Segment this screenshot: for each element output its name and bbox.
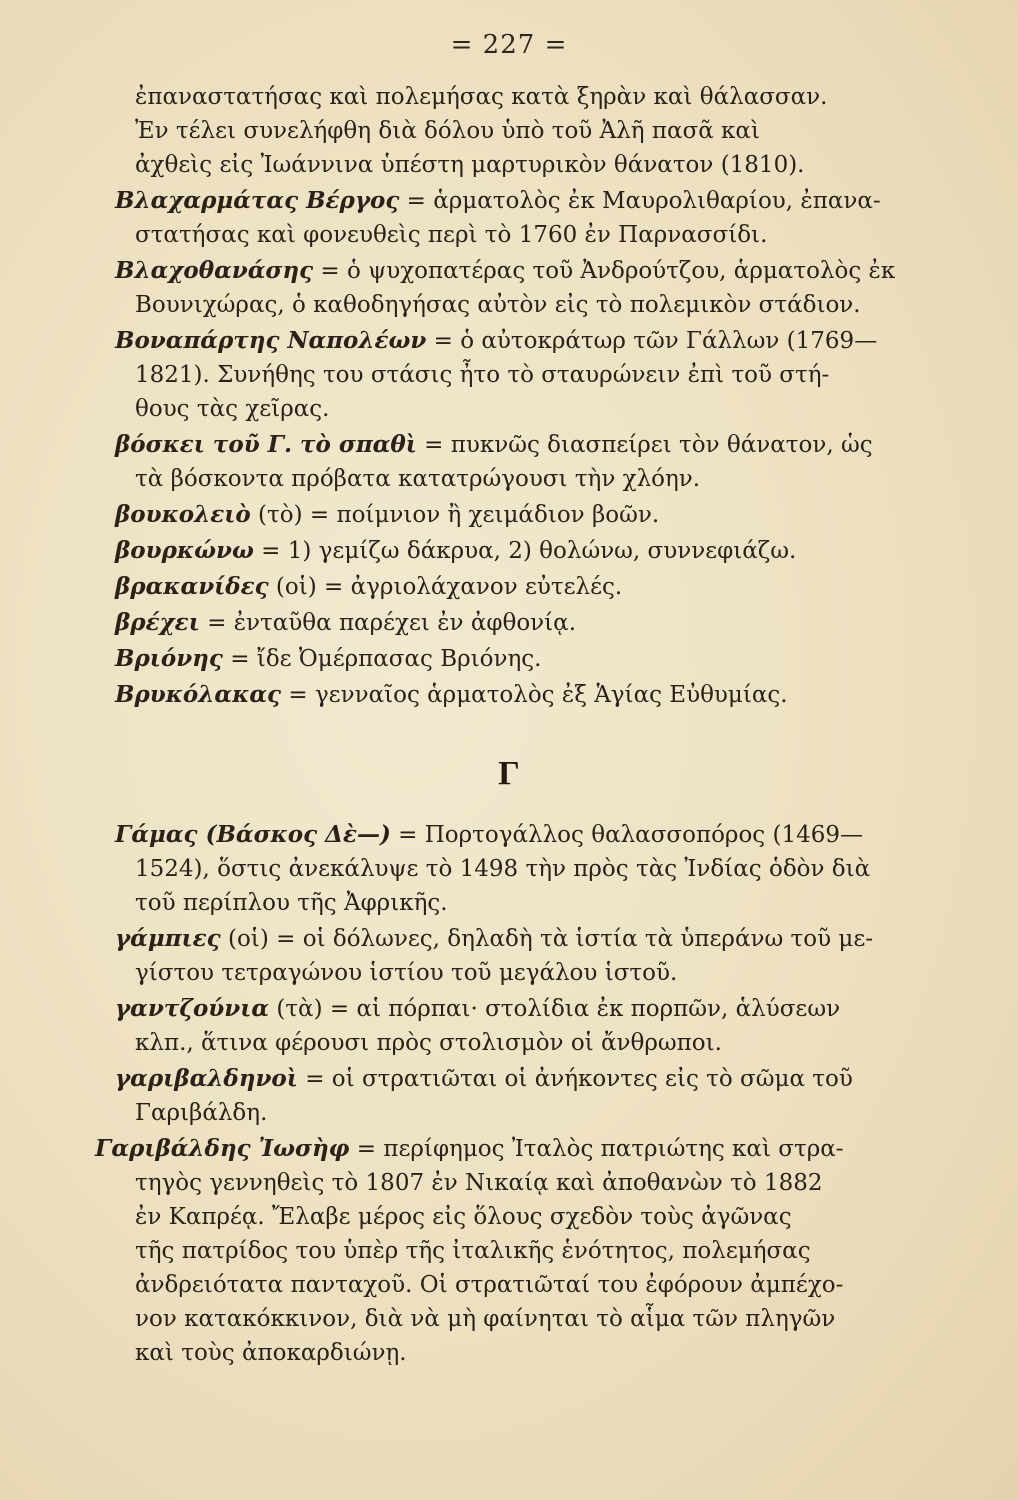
glossary-entry: βουρκώνω = 1) γεμίζω δάκρυα, 2) θολώνω, συννεφιάζω. bbox=[115, 537, 797, 564]
text-line: 1524), ὅστις ἀνεκάλυψε τὸ 1498 τὴν πρὸς τὰς Ἰνδίας ὁδὸν διὰ bbox=[135, 856, 871, 882]
page-number: = 227 = bbox=[450, 30, 568, 60]
text-line: νον κατακόκκινον, διὰ νὰ μὴ φαίνηται τὸ αἷμα τῶν πληγῶν bbox=[135, 1306, 836, 1332]
text-line: Γαριβάλδη. bbox=[135, 1100, 268, 1126]
text-line: στατήσας καὶ φονευθεὶς περὶ τὸ 1760 ἐν Παρνασσίδι. bbox=[135, 222, 768, 248]
glossary-entry: Βριόνης = ἴδε Ὀμέρπασας Βριόνης. bbox=[115, 645, 542, 672]
text-line: Ἐν τέλει συνελήφθη διὰ δόλου ὑπὸ τοῦ Ἀλῆ πασᾶ καὶ bbox=[135, 118, 760, 144]
text-line: ἀνδρειότατα πανταχοῦ. Οἱ στρατιῶταί του ἐφόρουν ἀμπέχο- bbox=[135, 1272, 844, 1298]
text-line: τῆς πατρίδος του ὑπὲρ τῆς ἰταλικῆς ἑνότητος, πολεμήσας bbox=[135, 1238, 811, 1264]
text-line: θους τὰς χεῖρας. bbox=[135, 396, 330, 422]
text-line: Βουνιχώρας, ὁ καθοδηγήσας αὐτὸν εἰς τὸ πολεμικὸν στάδιον. bbox=[135, 292, 861, 318]
text-line: τὰ βόσκοντα πρόβατα κατατρώγουσι τὴν χλόην. bbox=[135, 466, 701, 492]
text-line: τηγὸς γεννηθεὶς τὸ 1807 ἐν Νικαίᾳ καὶ ἀποθανὼν τὸ 1882 bbox=[135, 1170, 823, 1196]
text-line: γίστου τετραγώνου ἱστίου τοῦ μεγάλου ἱστοῦ. bbox=[135, 960, 678, 986]
glossary-entry: γαριβαλδηνοὶ = οἱ στρατιῶται οἱ ἀνήκοντες εἰς τὸ σῶμα τοῦ bbox=[115, 1065, 853, 1092]
section-letter: Γ bbox=[498, 755, 520, 792]
text-line: καὶ τοὺς ἀποκαρδιώνῃ. bbox=[135, 1340, 407, 1366]
glossary-entry: Βλαχοθανάσης = ὁ ψυχοπατέρας τοῦ Ἀνδρούτζου, ἁρματολὸς ἐκ bbox=[115, 257, 896, 284]
glossary-entry: βουκολειὸ (τὸ) = ποίμνιον ἢ χειμάδιον βοῶν. bbox=[115, 501, 660, 528]
text-line: κλπ., ἅτινα φέρουσι πρὸς στολισμὸν οἱ ἄνθρωποι. bbox=[135, 1030, 722, 1056]
glossary-entry: βρακανίδες (οἱ) = ἀγριολάχανον εὐτελές. bbox=[115, 573, 623, 600]
text-line: 1821). Συνήθης του στάσις ἦτο τὸ σταυρώνειν ἐπὶ τοῦ στή- bbox=[135, 362, 830, 388]
glossary-entry: Γαριβάλδης Ἰωσὴφ = περίφημος Ἰταλὸς πατριώτης καὶ στρα- bbox=[95, 1135, 844, 1162]
text-line: ἐν Καπρέᾳ. Ἔλαβε μέρος εἰς ὅλους σχεδὸν τοὺς ἀγῶνας bbox=[135, 1204, 792, 1230]
glossary-entry: γάμπιες (οἱ) = οἱ δόλωνες, δηλαδὴ τὰ ἱστία τὰ ὑπεράνω τοῦ με- bbox=[115, 925, 874, 952]
glossary-entry: Γάμας (Βάσκος Δὲ—) = Πορτογάλλος θαλασσοπόρος (1469— bbox=[115, 821, 863, 848]
glossary-entry: Βοναπάρτης Ναπολέων = ὁ αὐτοκράτωρ τῶν Γάλλων (1769— bbox=[115, 327, 878, 354]
text-line: ἀχθεὶς εἰς Ἰωάννινα ὑπέστη μαρτυρικὸν θάνατον (1810). bbox=[135, 152, 805, 178]
text-line: ἐπαναστατήσας καὶ πολεμήσας κατὰ ξηρὰν καὶ θάλασσαν. bbox=[135, 84, 828, 110]
glossary-entry: Βλαχαρμάτας Βέργος = ἁρματολὸς ἐκ Μαυρολιθαρίου, ἐπανα- bbox=[115, 187, 881, 214]
glossary-entry: Βρυκόλακας = γενναῖος ἁρματολὸς ἐξ Ἁγίας Εὐθυμίας. bbox=[115, 681, 788, 708]
glossary-entry: γαντζούνια (τὰ) = αἱ πόρπαι· στολίδια ἐκ πορπῶν, ἁλύσεων bbox=[115, 995, 841, 1022]
glossary-entry: βρέχει = ἐνταῦθα παρέχει ἐν ἀφθονίᾳ. bbox=[115, 609, 577, 636]
text-line: τοῦ περίπλου τῆς Ἀφρικῆς. bbox=[135, 890, 448, 916]
glossary-entry: βόσκει τοῦ Γ. τὸ σπαθὶ = πυκνῶς διασπείρει τὸν θάνατον, ὡς bbox=[115, 431, 873, 458]
